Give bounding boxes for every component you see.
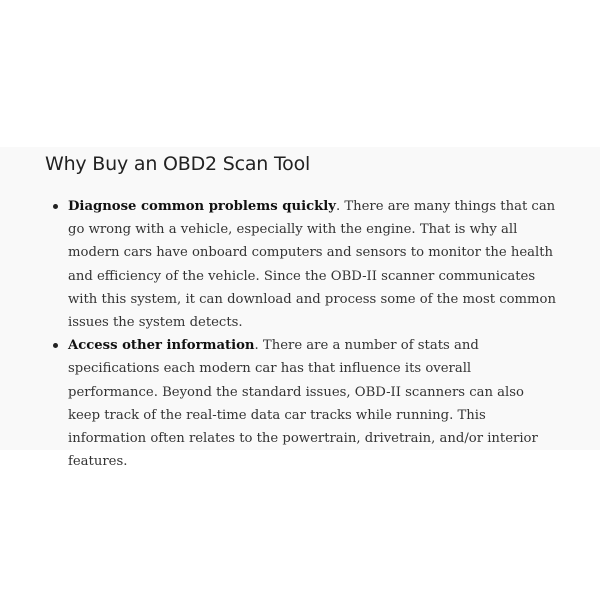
bullet-icon <box>53 343 58 348</box>
bullet-icon <box>53 204 58 209</box>
bullet-title: Access other information <box>68 338 255 354</box>
section-heading: Why Buy an OBD2 Scan Tool <box>45 153 311 175</box>
bullet-title: Diagnose common problems quickly <box>68 199 336 214</box>
bullet-text: . There are a number of stats and specifications each modern car has that influence its overall performance. Beyond the standard issues, OBD-II scanners can also keep track of the real-time data car tracks while running. This information often relates to the powertrain, drivetrain, and/or interior features. <box>68 338 538 470</box>
bullet-text: . There are many things that can go wrong with a vehicle, especially with the engine. That is why all modern cars have onboard computers and sensors to monitor the health and efficiency of the vehicle. Since the OBD-II scanner communicates with this system, it can download and process some of the most common issues the system detects. <box>68 199 556 331</box>
article-section <box>0 147 600 470</box>
benefits-list <box>45 195 560 473</box>
list-item <box>45 334 560 473</box>
list-item <box>45 195 560 334</box>
